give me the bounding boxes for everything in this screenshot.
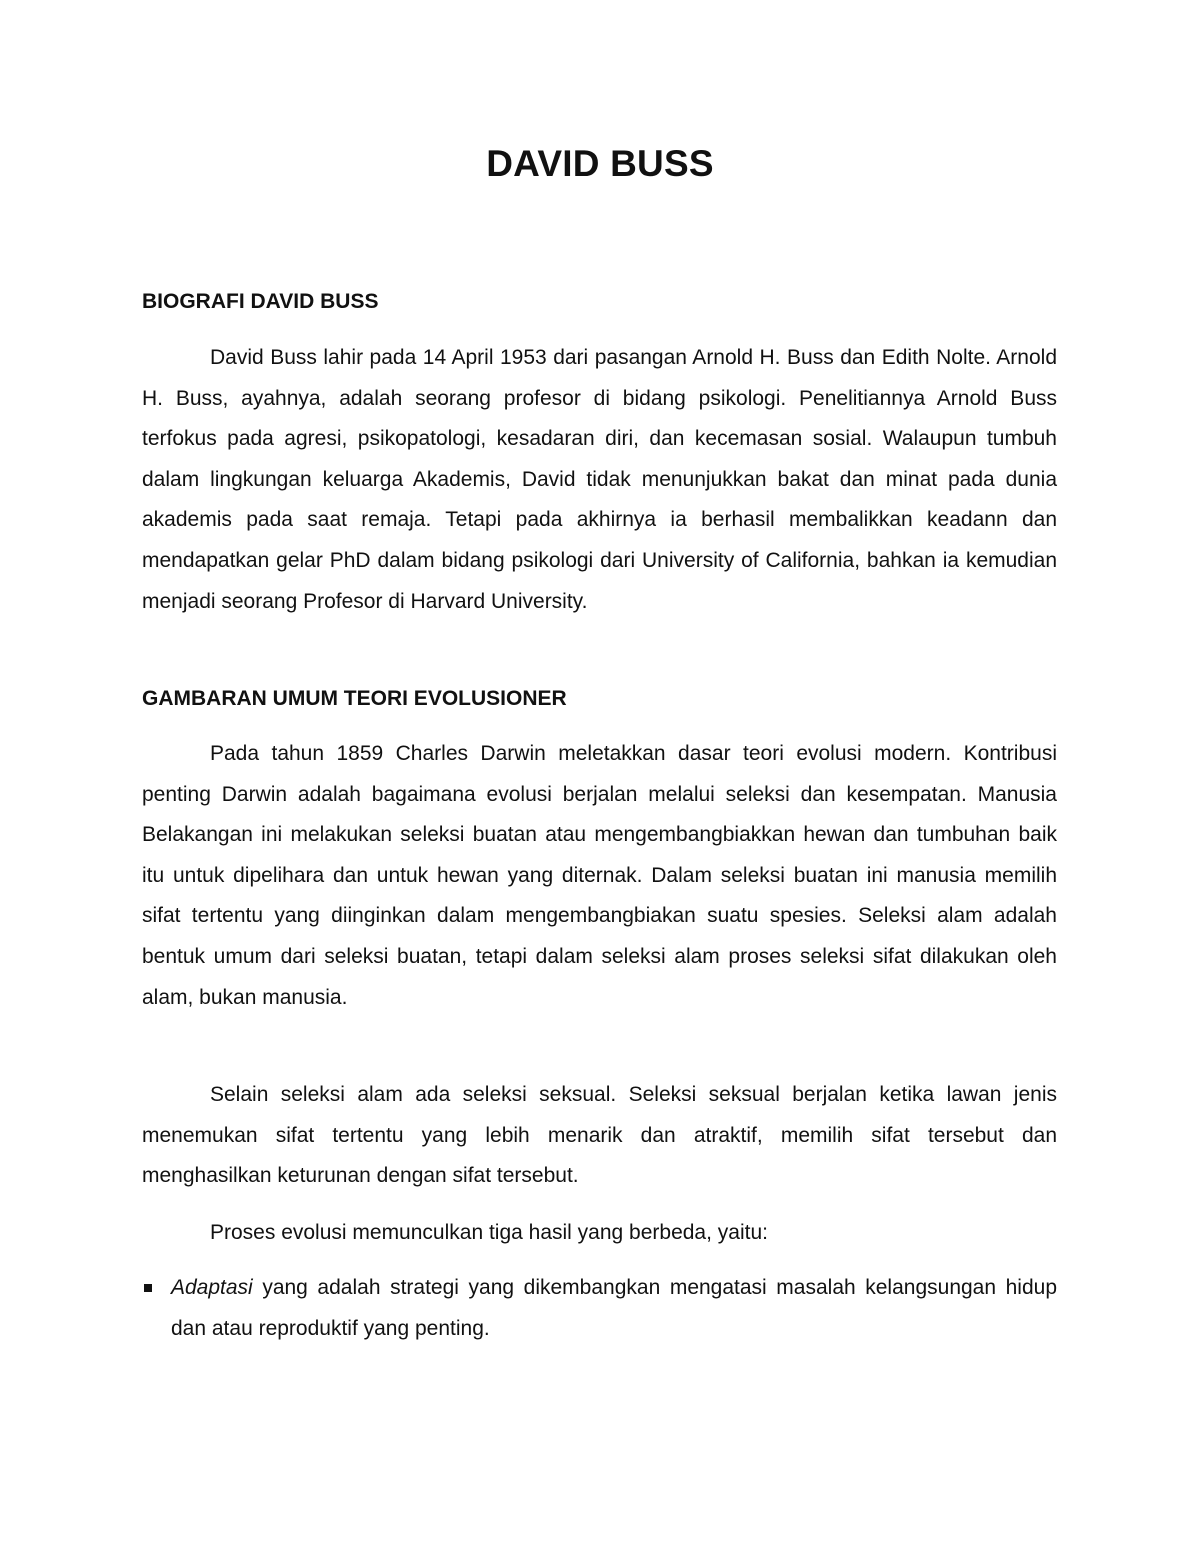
section-heading-teori-evolusioner: GAMBARAN UMUM TEORI EVOLUSIONER	[142, 687, 567, 710]
list-item-text	[171, 1268, 1057, 1349]
list-item-adaptasi	[142, 1268, 1057, 1349]
document-title: DAVID BUSS	[486, 143, 714, 184]
paragraph-seleksi-seksual: Selain seleksi alam ada seleksi seksual. Seleksi seksual berjalan ketika lawan jenis menemukan sifat tertentu yang lebih menarik dan atraktif, memilih sifat tersebut dan menghasilkan keturunan dengan sifat tersebut.	[142, 1083, 1057, 1188]
paragraph-hasil-evolusi: Proses evolusi memunculkan tiga hasil yang berbeda, yaitu:	[210, 1221, 768, 1244]
section-heading-biografi: BIOGRAFI DAVID BUSS	[142, 290, 379, 313]
square-bullet-icon	[144, 1284, 152, 1292]
list-item-description: yang adalah strategi yang dikembangkan mengatasi masalah kelangsungan hidup dan atau reproduktif yang penting.	[171, 1276, 1057, 1340]
list-item-term: Adaptasi	[171, 1276, 253, 1299]
paragraph-biografi: David Buss lahir pada 14 April 1953 dari pasangan Arnold H. Buss dan Edith Nolte. Arnold H. Buss, ayahnya, adalah seorang profesor di bidang psikologi. Penelitiannya Arnold Buss terfokus pada agresi, psikopatologi, kesadaran diri, dan kecemasan sosial. Walaupun tumbuh dalam lingkungan keluarga Akademis, David tidak menunjukkan bakat dan minat pada dunia akademis pada saat remaja. Tetapi pada akhirnya ia berhasil membalikkan keadann dan mendapatkan gelar PhD dalam bidang psikologi dari University of California, bahkan ia kemudian menjadi seorang Profesor di Harvard University.	[142, 346, 1057, 613]
paragraph-darwin: Pada tahun 1859 Charles Darwin meletakkan dasar teori evolusi modern. Kontribusi penting Darwin adalah bagaimana evolusi berjalan melalui seleksi dan kesempatan. Manusia Belakangan ini melakukan seleksi buatan atau mengembangbiakkan hewan dan tumbuhan baik itu untuk dipelihara dan untuk hewan yang diternak. Dalam seleksi buatan ini manusia memilih sifat tertentu yang diinginkan dalam mengembangbiakan suatu spesies. Seleksi alam adalah bentuk umum dari seleksi buatan, tetapi dalam seleksi alam proses seleksi sifat dilakukan oleh alam, bukan manusia.	[142, 742, 1057, 1009]
